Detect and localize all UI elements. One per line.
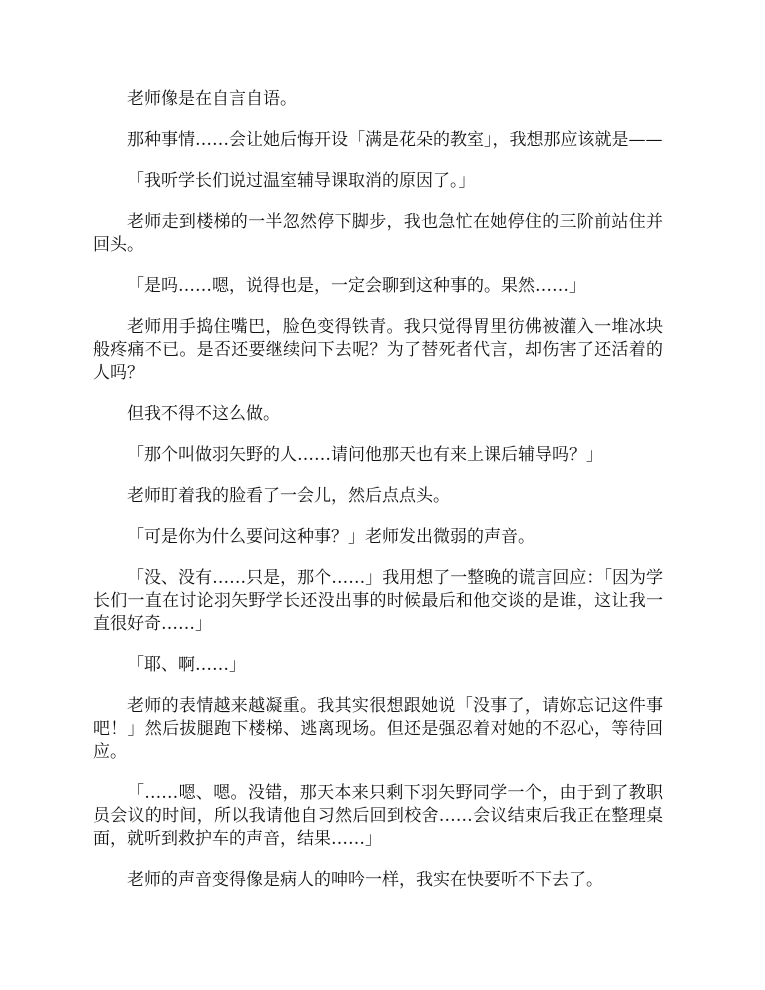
- paragraph-1: 老师像是在自言自语。: [127, 89, 297, 109]
- paragraph-3: 「我听学长们说过温室辅导课取消的原因了。」: [127, 171, 476, 191]
- paragraph-9: 老师盯着我的脸看了一会儿，然后点点头。: [127, 486, 450, 506]
- paragraph-8: 「那个叫做羽矢野的人……请问他那天也有来上课后辅导吗？」: [127, 445, 603, 465]
- paragraph-15: 老师的声音变得像是病人的呻吟一样，我实在快要听不下去了。: [127, 870, 603, 890]
- paragraph-5: 「是吗……嗯，说得也是，一定会聊到这种事的。果然……」: [127, 276, 586, 296]
- paragraph-7: 但我不得不这么做。: [127, 404, 280, 424]
- paragraph-13: 老师的表情越来越凝重。我其实很想跟她说「没事了，请妳忘记这件事吧！」然后拔腿跑下楼梯、逃离现场。但还是强忍着对她的不忍心，等待回应。: [93, 696, 663, 762]
- paragraph-11: 「没、没有……只是，那个……」我用想了一整晚的谎言回应：「因为学长们一直在讨论羽矢野学长还没出事的时候最后和他交谈的是谁，这让我一直很好奇……」: [93, 568, 663, 634]
- paragraph-6: 老师用手捣住嘴巴，脸色变得铁青。我只觉得胃里彷佛被灌入一堆冰块般疼痛不已。是否还要继续问下去呢？为了替死者代言，却伤害了还活着的人吗？: [93, 317, 663, 383]
- paragraph-2: 那种事情……会让她后悔开设「满是花朵的教室」，我想那应该就是——: [127, 130, 663, 150]
- paragraph-14: 「……嗯、嗯。没错，那天本来只剩下羽矢野同学一个，由于到了教职员会议的时间，所以我请他自习然后回到校舍……会议结束后我正在整理桌面，就听到救护车的声音，结果……」: [93, 783, 663, 849]
- paragraph-4: 老师走到楼梯的一半忽然停下脚步，我也急忙在她停住的三阶前站住并回头。: [93, 212, 663, 255]
- document-page: [93, 88, 663, 892]
- paragraph-10: 「可是你为什么要问这种事？」老师发出微弱的声音。: [127, 527, 535, 547]
- paragraph-12: 「耶、啊……」: [127, 655, 246, 675]
